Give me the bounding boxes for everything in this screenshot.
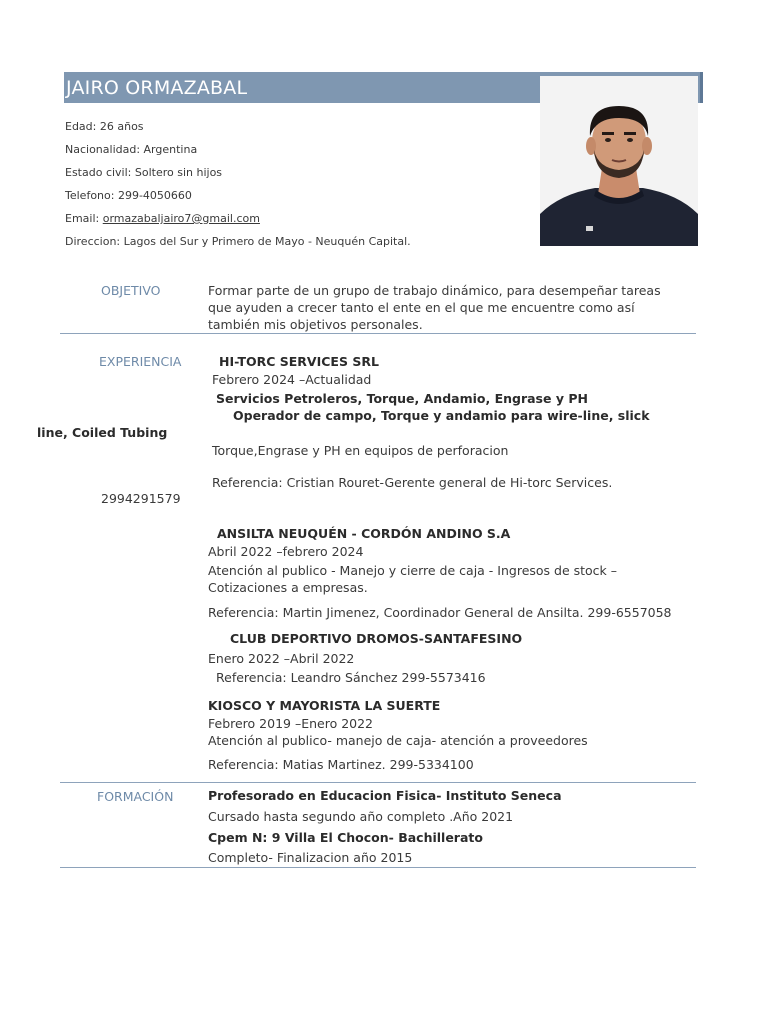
job1-services: Servicios Petroleros, Torque, Andamio, Engrase y PH — [216, 391, 588, 406]
email-label: Email: — [65, 212, 103, 225]
objetivo-line-3: también mis objetivos personales. — [208, 317, 423, 332]
edu1-title: Profesorado en Educacion Fisica- Instituto Seneca — [208, 788, 562, 803]
nationality-line: Nacionalidad: Argentina — [65, 143, 198, 156]
job4-reference: Referencia: Matias Martinez. 299-5334100 — [208, 757, 474, 772]
objetivo-line-1: Formar parte de un grupo de trabajo dinámico, para desempeñar tareas — [208, 283, 661, 298]
job1-company: HI-TORC SERVICES SRL — [219, 354, 379, 369]
job3-reference: Referencia: Leandro Sánchez 299-5573416 — [216, 670, 486, 685]
job4-description: Atención al publico- manejo de caja- atención a proveedores — [208, 733, 588, 748]
formacion-label: FORMACIÓN — [97, 789, 174, 804]
job2-description-line-2: Cotizaciones a empresas. — [208, 580, 368, 595]
job4-dates: Febrero 2019 –Enero 2022 — [208, 716, 374, 731]
email-link[interactable]: ormazabaljairo7@gmail.com — [102, 212, 260, 225]
job1-role-line-1: Operador de campo, Torque y andamio para wire-line, slick — [233, 408, 650, 423]
candidate-name: JAIRO ORMAZABAL — [66, 77, 248, 99]
job1-description: Torque,Engrase y PH en equipos de perforacion — [212, 443, 509, 458]
job2-description-line-1: Atención al publico - Manejo y cierre de caja - Ingresos de stock – — [208, 563, 618, 578]
profile-photo-image — [540, 76, 698, 246]
objetivo-label: OBJETIVO — [101, 283, 161, 298]
objetivo-line-2: que ayuden a crecer tanto el ente en el que me encuentre como así — [208, 300, 635, 315]
job3-dates: Enero 2022 –Abril 2022 — [208, 651, 355, 666]
address-line: Direccion: Lagos del Sur y Primero de Mayo - Neuquén Capital. — [65, 235, 411, 248]
civil-status-line: Estado civil: Soltero sin hijos — [65, 166, 223, 179]
section-divider — [60, 782, 696, 783]
edu1-detail: Cursado hasta segundo año completo .Año 2021 — [208, 809, 514, 824]
phone-line: Telefono: 299-4050660 — [65, 189, 192, 202]
job2-company: ANSILTA NEUQUÉN - CORDÓN ANDINO S.A — [217, 526, 511, 541]
job1-dates: Febrero 2024 –Actualidad — [212, 372, 372, 387]
section-divider — [60, 333, 696, 334]
edu2-title: Cpem N: 9 Villa El Chocon- Bachillerato — [208, 830, 483, 845]
job1-reference: Referencia: Cristian Rouret-Gerente general de Hi-torc Services. — [212, 475, 613, 490]
job2-reference: Referencia: Martin Jimenez, Coordinador General de Ansilta. 299-6557058 — [208, 605, 672, 620]
job2-dates: Abril 2022 –febrero 2024 — [208, 544, 364, 559]
job1-role-line-2: line, Coiled Tubing — [37, 425, 168, 440]
side-phone: 2994291579 — [101, 491, 181, 506]
job4-company: KIOSCO Y MAYORISTA LA SUERTE — [208, 698, 441, 713]
edu2-detail: Completo- Finalizacion año 2015 — [208, 850, 413, 865]
section-divider — [60, 867, 696, 868]
experiencia-label: EXPERIENCIA — [99, 354, 182, 369]
email-line — [65, 212, 260, 225]
job3-company: CLUB DEPORTIVO DROMOS-SANTAFESINO — [230, 631, 523, 646]
profile-photo — [540, 76, 698, 246]
age-line: Edad: 26 años — [65, 120, 144, 133]
